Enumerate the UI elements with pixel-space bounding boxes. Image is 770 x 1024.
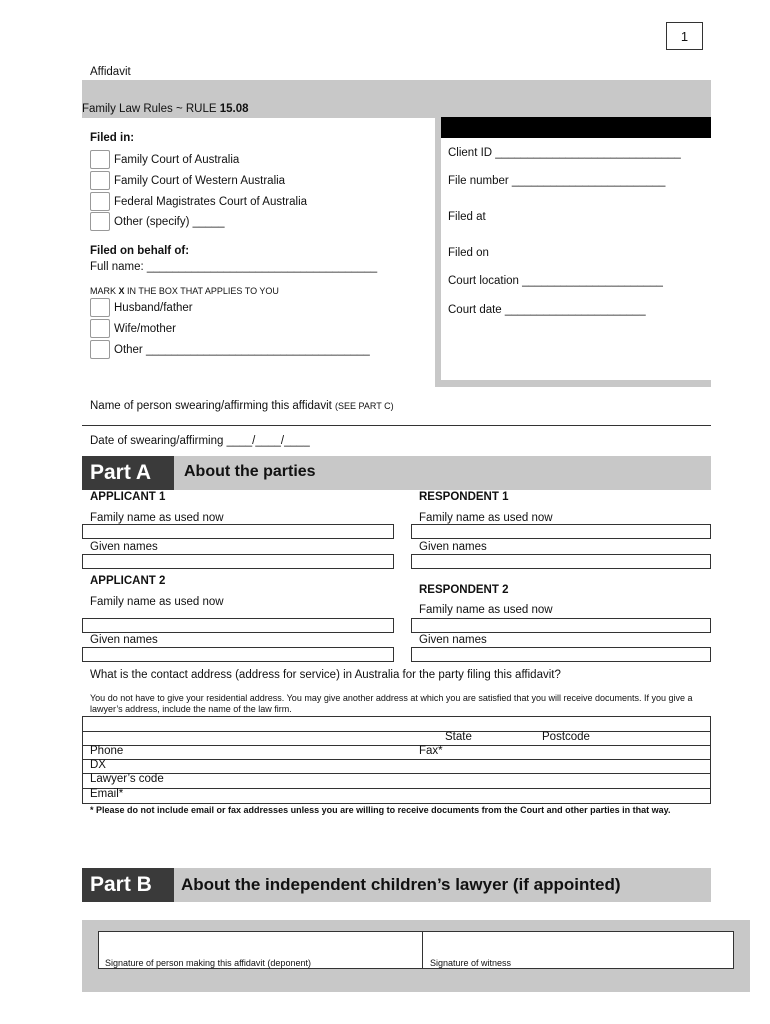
checkbox-family-court[interactable] (90, 150, 110, 169)
page-number: 1 (680, 29, 689, 44)
swearing-date-field[interactable]: Date of swearing/affirming ____/____/____ (90, 435, 310, 447)
applicant1-given-input[interactable] (82, 554, 394, 569)
witness-signature-box[interactable] (422, 931, 734, 969)
respondent2-family-label: Family name as used now (419, 604, 553, 616)
full-name-field[interactable]: Full name: ____________________________________ (90, 261, 378, 273)
swearing-name-note: (SEE PART C) (335, 401, 394, 411)
address-note: You do not have to give your residential address. You may give another address at which you are satisfied that you will receive documents. If you give a lawyer’s address, include the name of the law firm. (90, 693, 693, 714)
option-other-party: Other ___________________________________ (114, 344, 370, 356)
applicant2-heading: APPLICANT 2 (90, 575, 166, 587)
option-family-court: Family Court of Australia (114, 154, 240, 166)
applicant1-family-input[interactable] (82, 524, 394, 539)
option-other-court: Other (specify) _____ (114, 216, 225, 228)
respondent1-family-input[interactable] (411, 524, 711, 539)
rule-reference (82, 103, 249, 115)
state-label: State (445, 731, 472, 743)
dx-row[interactable] (82, 759, 711, 774)
email-footnote: * Please do not include email or fax addresses unless you are willing to receive documents from the Court and other parties in that way. (90, 805, 671, 815)
option-federal-magistrates: Federal Magistrates Court of Australia (114, 196, 308, 208)
rule-prefix: Family Law Rules ~ RULE (82, 103, 220, 115)
page-number-box (666, 22, 703, 50)
applicant1-family-label: Family name as used now (90, 512, 224, 524)
court-use-black-bar (441, 117, 711, 138)
part-b-header (82, 868, 711, 902)
applicant1-heading: APPLICANT 1 (90, 491, 166, 503)
email-row[interactable] (82, 788, 711, 804)
filed-on-behalf-heading: Filed on behalf of: (90, 245, 190, 257)
deponent-signature-label: Signature of person making this affidavit (deponent) (105, 958, 311, 968)
part-b-title: About the independent children’s lawyer (if appointed) (181, 875, 621, 894)
rule-number: 15.08 (219, 103, 249, 115)
swearing-name-label (90, 400, 394, 412)
swearing-name-line (82, 425, 711, 426)
postcode-label: Postcode (542, 731, 590, 743)
part-a-title: About the parties (184, 463, 316, 480)
swearing-name-text: Name of person swearing/affirming this affidavit (90, 400, 332, 412)
fax-label: Fax* (419, 745, 443, 757)
respondent1-given-input[interactable] (411, 554, 711, 569)
mark-note-x: X (118, 286, 125, 296)
dx-label: DX (90, 759, 106, 771)
option-husband: Husband/father (114, 302, 193, 314)
filed-on-label: Filed on (448, 247, 489, 259)
applicant2-given-label: Given names (90, 634, 158, 646)
part-a-header (82, 456, 711, 490)
checkbox-husband[interactable] (90, 298, 110, 317)
checkbox-family-court-wa[interactable] (90, 171, 110, 190)
respondent2-given-input[interactable] (411, 647, 711, 662)
applicant2-family-label: Family name as used now (90, 596, 224, 608)
option-wife: Wife/mother (114, 323, 176, 335)
checkbox-other-court[interactable] (90, 212, 110, 231)
email-label: Email* (90, 788, 124, 800)
checkbox-other-party[interactable] (90, 340, 110, 359)
respondent1-given-label: Given names (419, 541, 487, 553)
applicant2-given-input[interactable] (82, 647, 394, 662)
doc-title: Affidavit (90, 66, 131, 78)
phone-row[interactable] (82, 745, 711, 760)
respondent2-family-input[interactable] (411, 618, 711, 633)
lawyers-code-row[interactable] (82, 773, 711, 789)
lawyers-code-label: Lawyer’s code (90, 773, 164, 785)
filed-at-label: Filed at (448, 211, 486, 223)
mark-note-post: IN THE BOX THAT APPLIES TO YOU (124, 286, 279, 296)
respondent1-family-label: Family name as used now (419, 512, 553, 524)
respondent2-given-label: Given names (419, 634, 487, 646)
respondent2-heading: RESPONDENT 2 (419, 584, 509, 596)
witness-signature-label: Signature of witness (430, 958, 512, 968)
applicant2-family-input[interactable] (82, 618, 394, 633)
option-family-court-wa: Family Court of Western Australia (114, 175, 286, 187)
mark-note-pre: MARK (90, 286, 119, 296)
part-b-label: Part B (82, 868, 174, 902)
checkbox-wife[interactable] (90, 319, 110, 338)
deponent-signature-box[interactable] (98, 931, 423, 969)
address-line-input[interactable] (82, 716, 711, 732)
court-location-field[interactable]: Court location ______________________ (448, 275, 663, 287)
respondent1-heading: RESPONDENT 1 (419, 491, 509, 503)
checkbox-federal-magistrates[interactable] (90, 192, 110, 211)
applicant1-given-label: Given names (90, 541, 158, 553)
file-number-field[interactable]: File number ________________________ (448, 175, 666, 187)
mark-note (90, 286, 279, 296)
filed-in-heading: Filed in: (90, 132, 135, 144)
phone-label: Phone (90, 745, 124, 757)
address-question: What is the contact address (address for service) in Australia for the party filing this affidavit? (90, 669, 561, 681)
court-date-field[interactable]: Court date ______________________ (448, 304, 646, 316)
client-id-field[interactable]: Client ID _____________________________ (448, 147, 681, 159)
part-a-label: Part A (82, 456, 174, 490)
address-state-row[interactable] (82, 731, 711, 746)
